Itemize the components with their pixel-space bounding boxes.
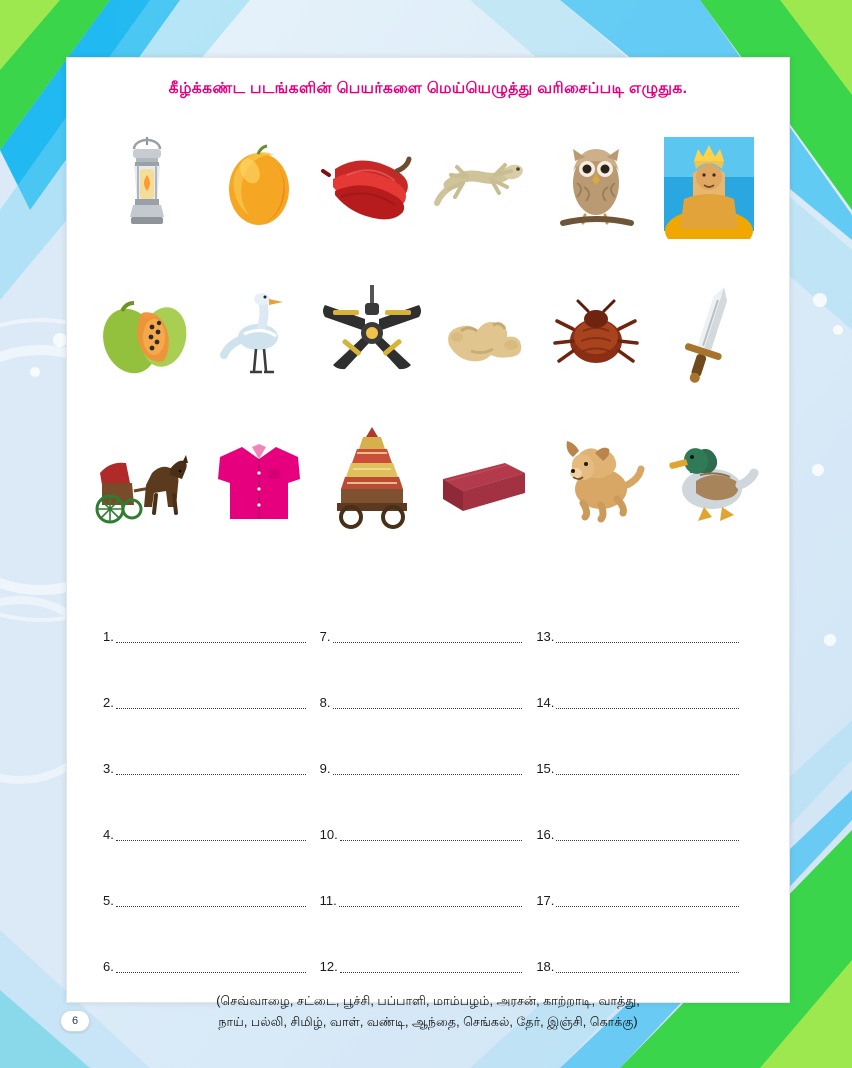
duck-icon <box>656 423 762 533</box>
papaya-icon <box>94 279 200 389</box>
ceiling-fan-icon <box>319 279 425 389</box>
temple-chariot-icon <box>319 423 425 533</box>
answer-line[interactable] <box>320 907 537 973</box>
lizard-icon <box>431 129 537 239</box>
picture-lizard <box>431 129 537 239</box>
answer-lines-grid <box>103 577 753 973</box>
answer-line-number: 8. <box>319 695 331 710</box>
picture-row-2 <box>91 267 765 389</box>
answer-line[interactable] <box>103 775 320 841</box>
answer-line-number: 15. <box>536 761 555 776</box>
answer-line[interactable] <box>320 709 537 775</box>
word-bank-line-1: (செவ்வாழை, சட்டை, பூச்சி, பப்பாளி, மாம்பழம், அரசன், காற்றாடி, வாத்து, <box>216 994 640 1008</box>
answer-line-rule[interactable] <box>340 970 523 973</box>
picture-horse-cart <box>94 423 200 533</box>
picture-temple-chariot <box>319 423 425 533</box>
answer-line-number: 5. <box>103 893 114 908</box>
answer-line[interactable] <box>320 841 537 907</box>
answer-line[interactable] <box>103 841 320 907</box>
ginger-icon <box>431 279 537 389</box>
answer-line-number: 1. <box>103 629 114 644</box>
answer-line-number: 16. <box>536 827 555 842</box>
picture-bedbug <box>543 279 649 389</box>
answer-line-number: 4. <box>103 827 114 842</box>
picture-egret <box>206 279 312 389</box>
answer-line-number: 2. <box>103 695 114 710</box>
answer-line-number: 10. <box>319 827 338 842</box>
answer-line-number: 7. <box>319 629 331 644</box>
answer-line[interactable] <box>103 577 320 643</box>
picture-red-bananas <box>319 129 425 239</box>
picture-duck <box>656 423 762 533</box>
picture-ceiling-fan <box>319 279 425 389</box>
picture-shirt <box>206 423 312 533</box>
picture-lantern <box>94 129 200 239</box>
answer-line[interactable] <box>536 577 753 643</box>
page-title: கீழ்க்கண்ட படங்களின் பெயர்களை மெய்யெழுத்து வரிசைப்படி எழுதுக. <box>168 80 688 97</box>
dog-icon <box>543 423 649 533</box>
picture-row-1 <box>91 121 765 239</box>
picture-mango <box>206 129 312 239</box>
mango-icon <box>206 129 312 239</box>
answer-line[interactable] <box>320 775 537 841</box>
answer-line-number: 6. <box>103 959 114 974</box>
picture-row-3 <box>91 415 765 533</box>
page-number: 6 <box>60 1010 90 1032</box>
king-icon <box>656 129 762 239</box>
answer-line[interactable] <box>103 907 320 973</box>
answer-line[interactable] <box>320 643 537 709</box>
answer-line[interactable] <box>536 841 753 907</box>
picture-brick <box>431 423 537 533</box>
answer-line[interactable] <box>103 643 320 709</box>
answer-line[interactable] <box>536 709 753 775</box>
owl-icon <box>543 129 649 239</box>
answer-line-number: 17. <box>536 893 555 908</box>
shirt-icon <box>206 423 312 533</box>
answer-line[interactable] <box>536 907 753 973</box>
horse-cart-icon <box>94 423 200 533</box>
picture-dog <box>543 423 649 533</box>
picture-owl <box>543 129 649 239</box>
picture-king <box>656 129 762 239</box>
answer-line-number: 12. <box>319 959 338 974</box>
brick-icon <box>431 423 537 533</box>
picture-sword <box>656 279 762 389</box>
word-bank <box>113 991 743 1033</box>
answer-line-rule[interactable] <box>116 970 306 973</box>
answer-line-number: 13. <box>536 629 555 644</box>
answer-line-number: 3. <box>103 761 114 776</box>
answer-line-number: 9. <box>319 761 331 776</box>
answer-line[interactable] <box>536 775 753 841</box>
red-bananas-icon <box>319 129 425 239</box>
worksheet-page <box>66 57 790 1029</box>
answer-line-number: 14. <box>536 695 555 710</box>
picture-ginger <box>431 279 537 389</box>
answer-line-rule[interactable] <box>556 970 739 973</box>
answer-line[interactable] <box>320 577 537 643</box>
picture-papaya <box>94 279 200 389</box>
lantern-icon <box>94 129 200 239</box>
word-bank-line-2: நாய், பல்லி, சிமிழ், வாள், வண்டி, ஆந்தை, செங்கல், தேர், இஞ்சி, கொக்கு) <box>218 1014 638 1029</box>
answer-line[interactable] <box>536 643 753 709</box>
sword-icon <box>656 279 762 389</box>
egret-icon <box>206 279 312 389</box>
answer-line-number: 11. <box>319 893 337 908</box>
answer-line[interactable] <box>103 709 320 775</box>
answer-line-number: 18. <box>536 959 555 974</box>
bedbug-icon <box>543 279 649 389</box>
